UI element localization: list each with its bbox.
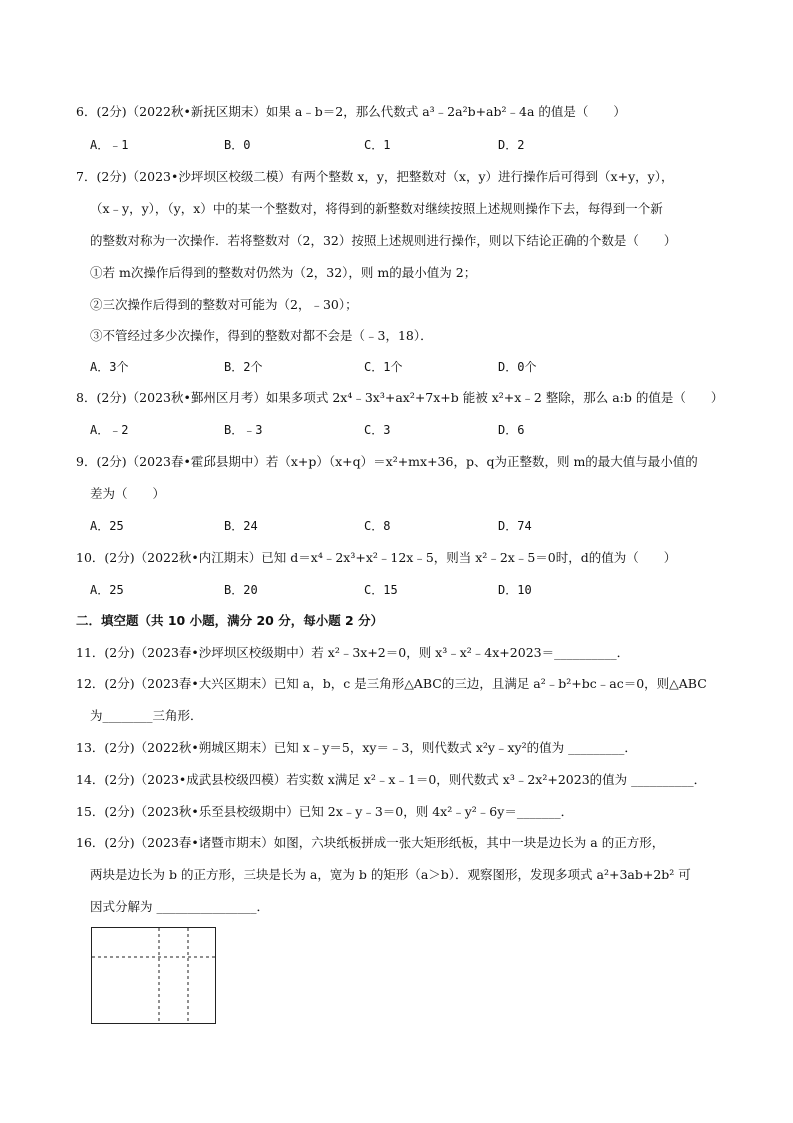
- q8-option-a: A．﹣2: [90, 423, 129, 437]
- q14-stem: 14．(2分)（2023•成武县校级四模）若实数 x满足 x²﹣x﹣1＝0，则代数式 x³﹣2x²+2023的值为 __________．: [76, 772, 707, 787]
- q10-option-d: D．10: [498, 583, 532, 597]
- q7-line-3: 的整数对称为一次操作．若将整数对（2，32）按照上述规则进行操作，则以下结论正确的个数是（ ）: [90, 233, 677, 248]
- q6-option-b: B．0: [224, 138, 251, 152]
- q10-option-c: C．15: [364, 583, 398, 597]
- section-heading-fill-in: 二．填空题（共 10 小题，满分 20 分，每小题 2 分）: [76, 613, 384, 628]
- q7-statement-2: ②三次操作后得到的整数对可能为（2，﹣30）；: [90, 297, 358, 312]
- q7-option-c: C．1个: [364, 360, 403, 374]
- q9-option-c: C．8: [364, 519, 391, 533]
- q7-option-b: B．2个: [224, 360, 263, 374]
- q12-line-1: 12．(2分)（2023春•大兴区期末）已知 a，b，c 是三角形△ABC的三边，且满足 a²﹣b²+bc﹣ac＝0，则△ABC: [76, 676, 707, 691]
- q10-option-a: A．25: [90, 583, 124, 597]
- q9-option-d: D．74: [498, 519, 532, 533]
- q9-line-2: 差为（ ）: [90, 486, 166, 501]
- q9-option-b: B．24: [224, 519, 258, 533]
- q8-option-c: C．3: [364, 423, 391, 437]
- q6-stem: 6．(2分)（2022秋•新抚区期末）如果 a﹣b＝2，那么代数式 a³﹣2a²b+ab²﹣4a 的值是（ ）: [76, 104, 626, 119]
- q8-option-b: B．﹣3: [224, 423, 263, 437]
- q9-options: [90, 517, 630, 535]
- q6-option-d: D．2: [498, 138, 525, 152]
- q16-line-3: 因式分解为 ________________．: [90, 899, 269, 914]
- q16-line-1: 16．(2分)（2023春•诸暨市期末）如图，六块纸板拼成一张大矩形纸板，其中一块是边长为 a 的正方形，: [76, 835, 665, 850]
- q6-options: [90, 136, 630, 154]
- rectangle-figure: [91, 927, 217, 1025]
- q7-line-1: 7．(2分)（2023•沙坪坝区校级二模）有两个整数 x，y，把整数对（x，y）进行操作后可得到（x+y，y），: [76, 169, 674, 184]
- q8-option-d: D．6: [498, 423, 525, 437]
- q6-option-a: A．﹣1: [90, 138, 129, 152]
- q10-stem: 10．(2分)（2022秋•内江期末）已知 d＝x⁴﹣2x³+x²﹣12x﹣5，则当 x²﹣2x﹣5＝0时，d的值为（ ）: [76, 550, 677, 565]
- q11-stem: 11．(2分)（2023春•沙坪坝区校级期中）若 x²﹣3x+2＝0，则 x³﹣x²﹣4x+2023＝__________．: [76, 645, 630, 660]
- q7-option-a: A．3个: [90, 360, 129, 374]
- q8-options: [90, 421, 630, 439]
- q7-option-d: D．0个: [498, 360, 537, 374]
- outer-rectangle: [92, 928, 216, 1024]
- q9-option-a: A．25: [90, 519, 124, 533]
- q7-line-2: （x﹣y，y），（y，x）中的某一个整数对，将得到的新整数对继续按照上述规则操作下去，每得到一个新: [90, 201, 663, 216]
- q15-stem: 15．(2分)（2023秋•乐至县校级期中）已知 2x﹣y﹣3＝0，则 4x²﹣y²﹣6y＝_______．: [76, 804, 574, 819]
- q13-stem: 13．(2分)（2022秋•朔城区期末）已知 x﹣y＝5，xy＝﹣3，则代数式 x²y﹣xy²的值为 _________．: [76, 740, 637, 755]
- q9-line-1: 9．(2分)（2023春•霍邱县期中）若（x+p）（x+q）＝x²+mx+36，p、q为正整数，则 m的最大值与最小值的: [76, 454, 698, 469]
- q7-statement-1: ①若 m次操作后得到的整数对仍然为（2，32），则 m的最小值为 2；: [90, 265, 477, 280]
- q7-options: [90, 358, 630, 376]
- q10-options: [90, 581, 630, 599]
- q8-stem: 8．(2分)（2023秋•鄞州区月考）如果多项式 2x⁴﹣3x³+ax²+7x+b 能被 x²+x﹣2 整除，那么 a:b 的值是（ ）: [76, 390, 724, 405]
- q16-line-2: 两块是边长为 b 的正方形，三块是长为 a，宽为 b 的矩形（a＞b）．观察图形，发现多项式 a²+3ab+2b² 可: [90, 867, 691, 882]
- q10-option-b: B．20: [224, 583, 258, 597]
- q6-option-c: C．1: [364, 138, 391, 152]
- q12-line-2: 为________三角形．: [90, 708, 203, 723]
- q7-statement-3: ③不管经过多少次操作，得到的整数对都不会是（﹣3，18）．: [90, 328, 433, 343]
